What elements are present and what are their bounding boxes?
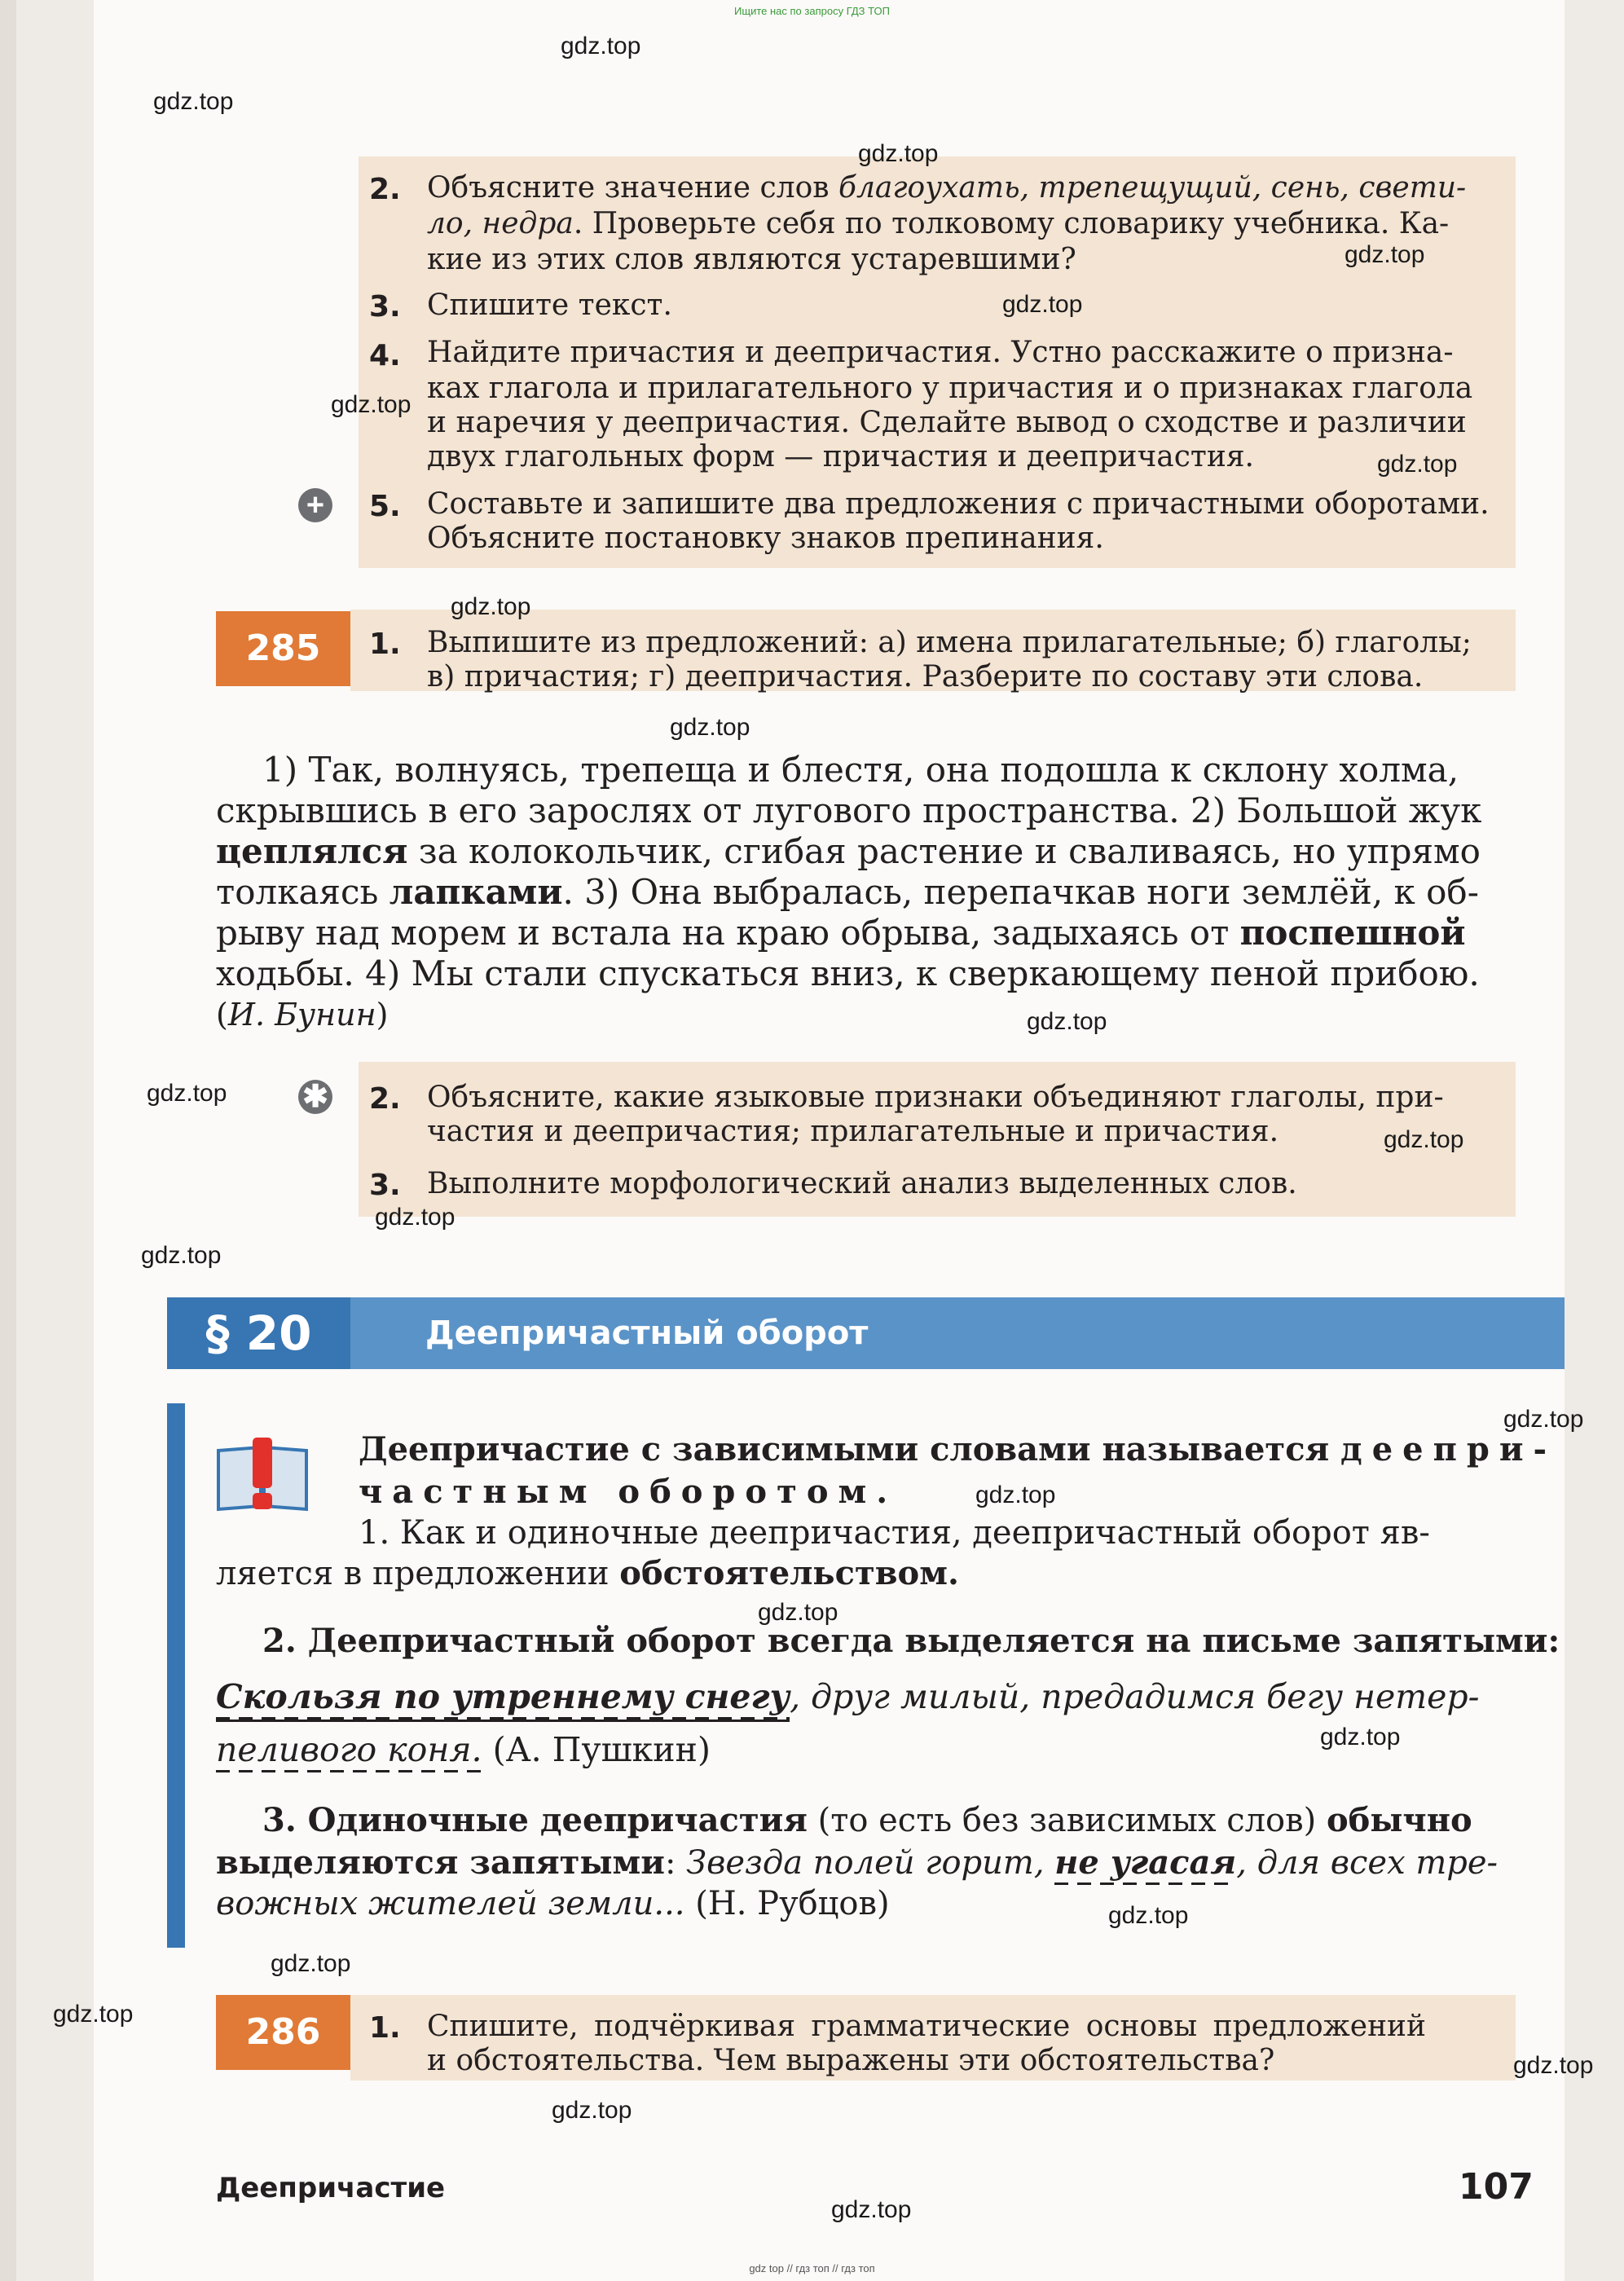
ex286-task-1-line-2: и обстоятельства. Чем выражены эти обстоятельства? [427,2044,1275,2077]
task-4-number: 4. [369,339,401,372]
watermark: gdz.top [141,1242,222,1269]
watermark: gdz.top [1384,1126,1464,1153]
task-4-line-4: двух глагольных форм — причастия и деепричастия. [427,440,1254,473]
task-3-number: 3. [369,290,401,324]
watermark: gdz.top [552,2097,632,2124]
rule-point-1-line-1: 1. Как и одиночные деепричастия, деепричастный оборот яв- [359,1514,1430,1552]
watermark: gdz.top [831,2196,912,2223]
book-spine [0,0,16,2281]
task-4-line-2: ках глагола и прилагательного у причастия и о признаках глагола [427,372,1473,405]
task-4-line-1: Найдите причастия и деепричастия. Устно расскажите о призна- [427,336,1454,369]
rule-definition-line-1: Деепричастие с зависимыми словами называется деепри- [359,1430,1557,1469]
task-2-line-2: ло, недра. Проверьте себя по толковому словарику учебника. Ка- [427,207,1450,240]
ex285-number: 285 [216,611,350,686]
rule-definition-line-2: частным оборотом. [359,1473,888,1511]
task-5-line-2: Объясните постановку знаков препинания. [427,522,1104,555]
watermark: gdz.top [271,1950,351,1977]
reading-line-6: ходьбы. 4) Мы стали спускаться вниз, к сверкающему пеной прибою. [216,953,1480,993]
ex285-task-2-number: 2. [369,1082,401,1116]
ex286-task-1-line-1: Спишите, подчёркивая грамматические основы предложений [427,2010,1427,2043]
task-2-line-1: Объясните значение слов благоухать, трепещущий, сень, свети- [427,171,1467,205]
task-5-number: 5. [369,490,401,523]
rule-point-3-line-2: выделяются запятыми: Звезда полей горит, не угасая, для всех тре- [216,1843,1498,1882]
section-title: Деепричастный оборот [425,1314,869,1352]
watermark: gdz.top [147,1080,227,1107]
task-4-line-3: и наречия у деепричастия. Сделайте вывод о сходстве и различии [427,406,1467,439]
watermark: gdz.top [375,1204,456,1231]
ex286-task-1-number: 1. [369,2011,401,2045]
watermark: gdz.top [1002,291,1083,318]
rule-side-bar [167,1403,185,1948]
ex285-task-3-text: Выполните морфологический анализ выделенных слов. [427,1167,1297,1200]
rule-example-2-line-2: пеливого коня. (А. Пушкин) [216,1730,711,1769]
reading-line-2: скрывшись в его зарослях от лугового пространства. 2) Большой жук [216,790,1482,830]
watermark: gdz.top [561,33,641,59]
task-5-line-1: Составьте и запишите два предложения с причастными оборотами. [427,487,1490,521]
task-2-line-3: кие из этих слов являются устаревшими? [427,243,1076,276]
ex285-task-1-line-2: в) причастия; г) деепричастия. Разберите по составу эти слова. [427,660,1424,694]
watermark: gdz.top [1503,1406,1584,1433]
watermark: gdz.top [53,2001,134,2028]
ex285-task-1-line-1: Выпишите из предложений: а) имена прилагательные; б) глаголы; [427,626,1472,659]
rule-point-1-line-2: ляется в предложении обстоятельством. [216,1554,959,1592]
reading-line-3: цеплялся за колокольчик, сгибая растение и сваливаясь, но упрямо [216,831,1481,871]
watermark: gdz.top [451,593,531,620]
watermark: gdz.top [1108,1902,1189,1929]
ex285-task-1-number: 1. [369,627,401,661]
asterisk-circle-icon: ✱ [298,1080,332,1114]
watermark: gdz.top [1320,1724,1401,1750]
ex286-number: 286 [216,1995,350,2070]
reading-line-4: толкаясь лапками. 3) Она выбралась, перепачкав ноги землёй, к об- [216,872,1479,912]
footer-chapter: Деепричастие [216,2172,446,2204]
task-3-text: Спишите текст. [427,288,672,322]
ex285-task-3-number: 3. [369,1169,401,1202]
rule-point-3-line-3: вожных жителей земли... (Н. Рубцов) [216,1885,890,1922]
watermark: gdz.top [1027,1008,1107,1035]
bottom-link[interactable]: gdz top // гдз топ // гдз топ [749,2262,875,2274]
rule-point-3-line-1: 3. Одиночные деепричастия (то есть без зависимых слов) обычно [262,1801,1472,1839]
task-2-number: 2. [369,173,401,206]
ex285-task-2-line-2: частия и деепричастия; прилагательные и причастия. [427,1115,1279,1148]
watermark: gdz.top [1513,2052,1594,2079]
exclamation-book-icon [213,1434,311,1516]
rule-example-2-line-1: Скользя по утреннему снегу, друг милый, предадимся бегу нетер- [216,1677,1480,1716]
reading-author: (И. Бунин) [216,997,389,1033]
section-number: § 20 [167,1297,350,1369]
rule-point-2: 2. Деепричастный оборот всегда выделяется на письме запятыми: [262,1622,1560,1660]
watermark: gdz.top [758,1599,838,1626]
watermark: gdz.top [153,88,234,115]
footer-page-number: 107 [1459,2166,1534,2208]
watermark: gdz.top [331,391,412,418]
ex285-task-2-line-1: Объясните, какие языковые признаки объединяют глаголы, при- [427,1081,1444,1114]
watermark: gdz.top [1345,241,1425,268]
plus-circle-icon: + [298,488,332,522]
reading-line-5: рыву над морем и встала на краю обрыва, задыхаясь от поспешной [216,913,1466,953]
watermark: gdz.top [1377,451,1458,478]
watermark: gdz.top [858,140,939,167]
top-link[interactable]: Ищите нас по запросу ГДЗ ТОП [734,5,890,17]
reading-line-1: 1) Так, волнуясь, трепеща и блестя, она подошла к склону холма, [262,750,1459,790]
watermark: gdz.top [670,714,750,741]
watermark: gdz.top [975,1482,1056,1508]
